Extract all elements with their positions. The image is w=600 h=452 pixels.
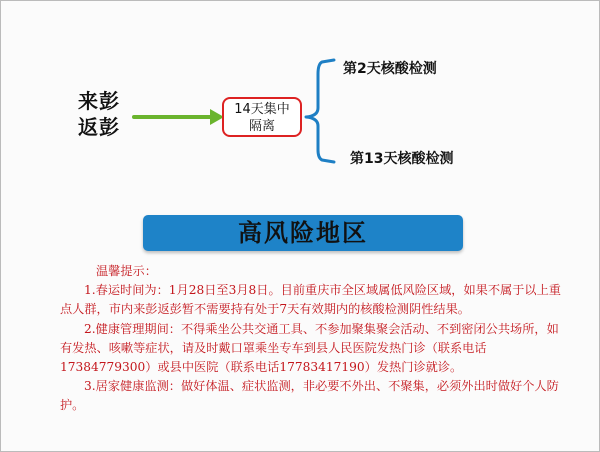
notice-text	[60, 262, 565, 416]
quarantine-box	[222, 97, 302, 137]
notice-item-1: 1.春运时间为：1月28日至3月8日。目前重庆市全区域属低风险区域，如果不属于以上重点人群，市内来彭返彭暂不需要持有处于7天有效期内的核酸检测阴性结果。	[60, 283, 561, 317]
quarantine-line-1: 14天集中	[234, 102, 290, 117]
notice-heading: 温馨提示：	[96, 264, 157, 278]
branch-day2-test: 第2天核酸检测	[343, 61, 437, 77]
branch-day13-test: 第13天核酸检测	[350, 151, 454, 167]
notice-item-2: 2.健康管理期间：不得乘坐公共交通工具、不参加聚集聚会活动、不到密闭公共场所，如有发热、咳嗽等症状，请及时戴口罩乘坐专车到县人民医院发热门诊（联系电话17384779300）或县中医院（联系电话17783417190）发热门诊就诊。	[60, 321, 559, 375]
flow-diagram	[0, 0, 600, 210]
quarantine-line-2: 隔离	[248, 119, 275, 134]
origin-line-2: 返彭	[78, 115, 120, 139]
blue-brace	[306, 60, 334, 162]
notice-item-3: 3.居家健康监测：做好体温、症状监测，非必要不外出、不聚集，必须外出时做好个人防护。	[60, 379, 559, 413]
high-risk-title: 高风险地区	[143, 215, 463, 251]
origin-line-1: 来彭	[78, 89, 120, 113]
